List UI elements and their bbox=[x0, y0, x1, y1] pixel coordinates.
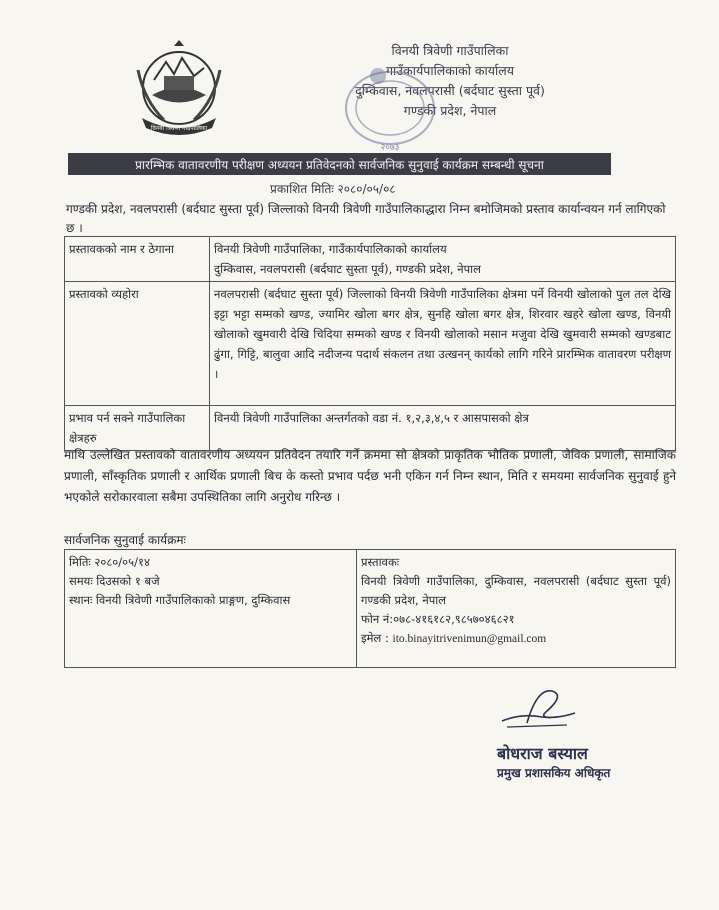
proposer-line-1: विनयी त्रिवेणी गाउँपालिका, गाउँकार्यपालिकाको कार्यालय bbox=[214, 242, 447, 256]
table-row bbox=[65, 550, 676, 668]
email-link[interactable]: ito.binayitrivenimun@gmail.com bbox=[392, 633, 547, 645]
table-row bbox=[65, 237, 676, 282]
province-country: गण्डकी प्रदेश, नेपाल bbox=[403, 103, 497, 118]
signatory-name: बोधराज बस्याल bbox=[497, 744, 588, 763]
signatory-title: प्रमुख प्रशासकिय अधिकृत bbox=[497, 766, 611, 780]
proposal-description-value: नवलपरासी (बर्दघाट सुस्ता पूर्व) जिल्लाको विनयी त्रिवेणी गाउँपालिका क्षेत्रमा पर्ने विनयी खोलाको पुल तल देखि इट्टा भट्टा सम्मको खण्ड, ज्यामिर खोला बगर क्षेत्र, सुनहि खोला बगर क्षेत्र, शिरवार खहरे खोला खण्ड, विनयी खोलाको खुमवारी देखि चिदिया सम्मको खण्ड र विनयी खोलाको मसान मजुवा देखि खुमवारी सम्मको खण्डबाट ढुंगा, गिट्टि, बालुवा आदि नदीजन्य पदार्थ संकलन तथा उत्खनन् कार्यको लागि गरिने प्रारम्भिक वातावरण परीक्षण । bbox=[210, 282, 676, 406]
municipality-name: विनयी त्रिवेणी गाउँपालिका bbox=[391, 43, 509, 58]
affected-area-label: प्रभाव पर्न सक्ने गाउँपालिका क्षेत्रहरु bbox=[65, 406, 210, 451]
request-paragraph: माथि उल्लेखित प्रस्तावको वातावरणीय अध्ययन प्रतिवेदन तयारि गर्ने क्रममा सो क्षेत्रको प्राकृतिक भौतिक प्रणाली, जैविक प्रणाली, सामाजिक प्रणाली, साँस्कृतिक प्रणाली र आर्थिक प्रणाली बिच के कस्तो प्रभाव पर्दछ भनी एकिन गर्न निम्न स्थान, मिति र समयमा सार्वजनिक सुनुवाई हुने भएकोले सरोकारवाला सबैमा उपस्थितिका लागि अनुरोध गरिन्छ । bbox=[64, 448, 676, 504]
office-stamp bbox=[330, 58, 450, 158]
hearing-table bbox=[64, 549, 676, 668]
proposer-heading: प्रस्तावकः bbox=[361, 555, 400, 569]
published-date: प्रकाशित मितिः २०८०/०५/०८ bbox=[270, 182, 396, 196]
office-name: गाउँकार्यपालिकाको कार्यालय bbox=[386, 63, 514, 78]
hearing-schedule-cell bbox=[65, 550, 357, 668]
signature-mark bbox=[497, 683, 582, 733]
proposer-value bbox=[210, 237, 676, 282]
hearing-time: समयः दिउसको १ बजे bbox=[69, 574, 160, 588]
proposal-details-table bbox=[64, 236, 676, 451]
email-label: इमेल : bbox=[361, 631, 389, 645]
proposer-label: प्रस्तावकको नाम र ठेगाना bbox=[65, 237, 210, 282]
notice-title-banner: प्रारम्भिक वातावरणीय परीक्षण अध्ययन प्रतिवेदनको सार्वजनिक सुनुवाई कार्यक्रम सम्बन्धी सूचना bbox=[68, 153, 611, 175]
hearing-venue: स्थानः विनयी त्रिवेणी गाउँपालिकाको प्राङ्गण, दुम्किवास bbox=[69, 593, 291, 607]
municipality-emblem-icon bbox=[124, 40, 234, 140]
office-address: दुम्किवास, नवलपरासी (बर्दघाट सुस्ता पूर्व) bbox=[355, 83, 545, 98]
proposer-phone: फोन नं:०७८-४१६१८२,९८५७०४६८२१ bbox=[361, 612, 515, 626]
stamp-year: २०७३ bbox=[380, 143, 400, 153]
proposer-line-2: दुम्किवास, नवलपरासी (बर्दघाट सुस्ता पूर्व), गण्डकी प्रदेश, नेपाल bbox=[214, 262, 481, 276]
hearing-date: मितिः २०८०/०५/१४ bbox=[69, 555, 150, 569]
table-row bbox=[65, 406, 676, 451]
proposal-description-label: प्रस्तावको व्यहोरा bbox=[65, 282, 210, 406]
table-row bbox=[65, 282, 676, 406]
emblem-caption: विनयी त्रिवेणी गाउँपालिका bbox=[150, 125, 208, 132]
proposer-address: विनयी त्रिवेणी गाउँपालिका, दुम्किवास, नवलपरासी (बर्दघाट सुस्ता पूर्व) गण्डकी प्रदेश, नेपाल bbox=[361, 574, 671, 607]
proposer-email-row bbox=[361, 629, 671, 649]
intro-paragraph: गण्डकी प्रदेश, नवलपरासी (बर्दघाट सुस्ता पूर्व) जिल्लाको विनयी त्रिवेणी गाउँपालिकाद्धारा निम्न बमोजिमको प्रस्ताव कार्यान्वयन गर्न लागिएको छ । bbox=[66, 202, 666, 235]
proposer-contact-cell bbox=[357, 550, 676, 668]
hearing-heading: सार्वजनिक सुनुवाई कार्यक्रमः bbox=[64, 533, 186, 547]
affected-area-value: विनयी त्रिवेणी गाउँपालिका अन्तर्गतको वडा नं. १,२,३,४,५ र आसपासको क्षेत्र bbox=[210, 406, 676, 451]
